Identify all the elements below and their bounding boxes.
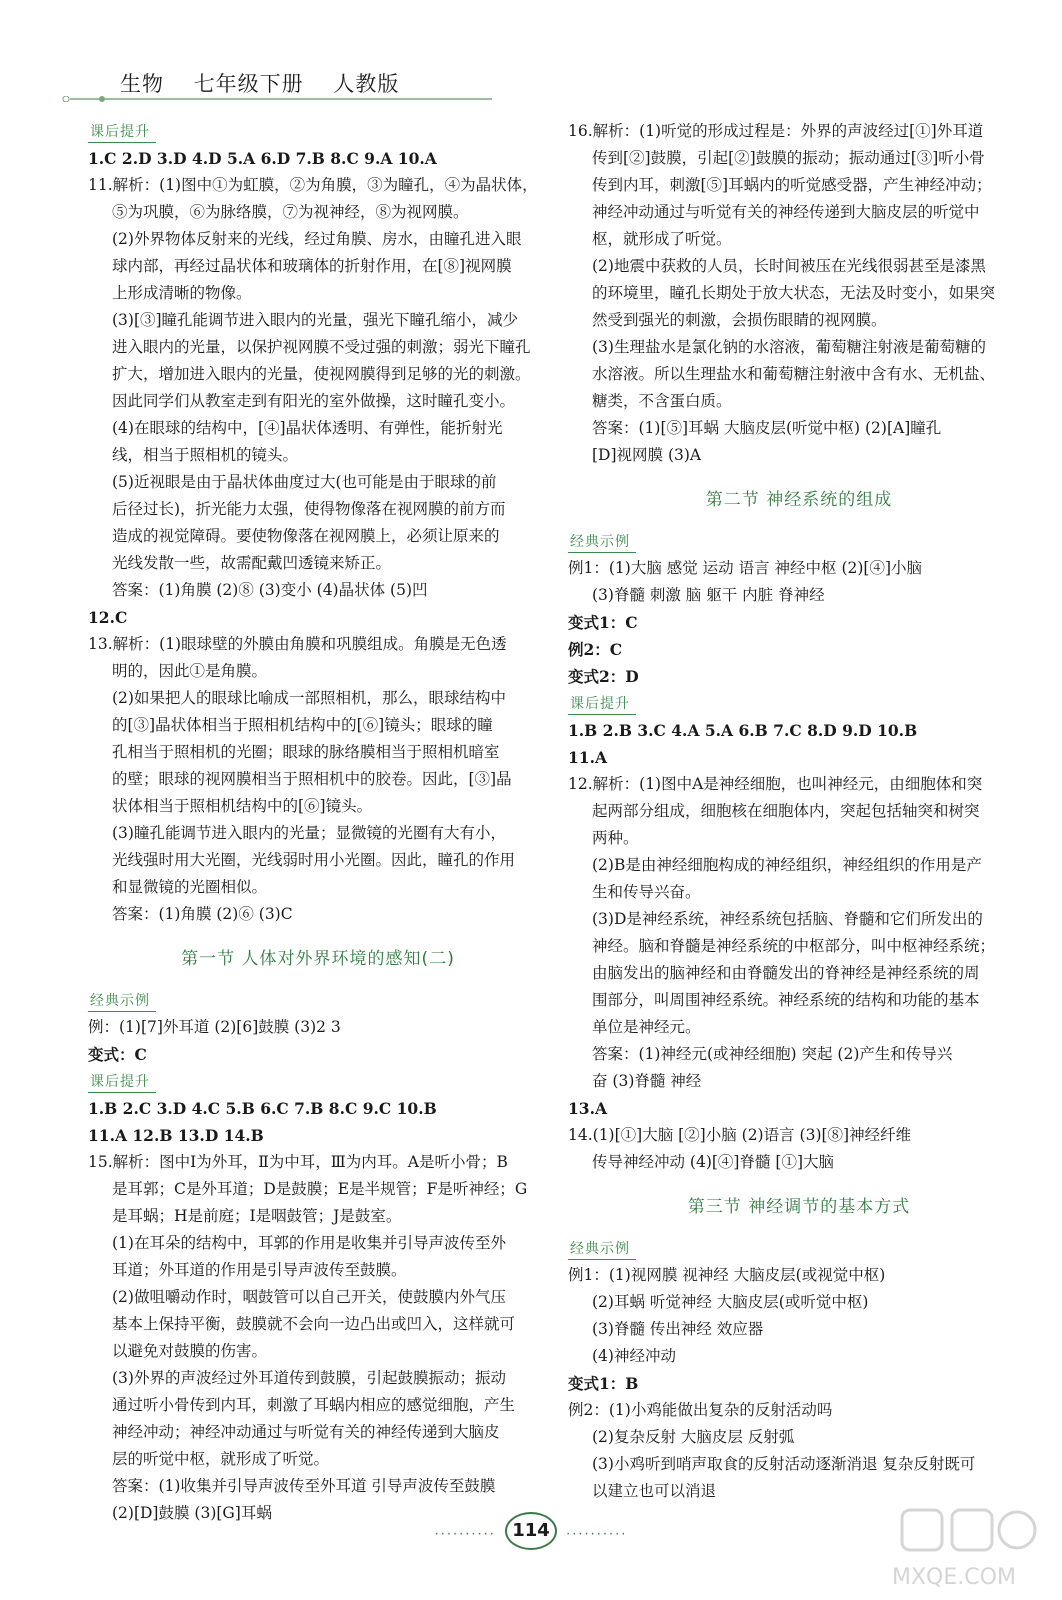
answer-line: (4)神经冲动	[592, 1347, 676, 1365]
answer-line: 答案：(1)角膜 (2)⑥ (3)C	[112, 905, 293, 923]
answer-line: (3)瞳孔能调节进入眼内的光量；显微镜的光圈有大有小，	[112, 824, 506, 842]
answer-line: 光线强时用大光圈，光线弱时用小光圈。因此，瞳孔的作用	[112, 851, 516, 869]
page-header	[120, 68, 421, 98]
tag-row	[88, 118, 548, 145]
answer-line: 神经冲动；神经冲动通过与听觉有关的神经传递到大脑皮	[112, 1423, 500, 1441]
answer-line: 的环境里，瞳孔长期处于放大状态，无法及时变小，如果突	[592, 284, 996, 302]
answer-line: 传到内耳，刺激[⑤]耳蜗内的听觉感受器，产生神经冲动；	[592, 176, 992, 194]
tag-row	[568, 690, 1030, 717]
answer-line: 例2：(1)小鸡能做出复杂的反射活动吗	[568, 1401, 833, 1419]
answer-line: (3)D是神经系统，神经系统包括脑、脊髓和它们所发出的	[592, 910, 983, 928]
answer-line: (2)外界物体反射来的光线，经过角膜、房水，由瞳孔进入眼	[112, 230, 522, 248]
section-tag: 课后提升	[88, 1072, 156, 1093]
answer-line: 两种。	[592, 829, 639, 847]
section-tag: 经典示例	[568, 532, 636, 553]
answer-line: 层的听觉中枢，就形成了听觉。	[112, 1450, 330, 1468]
answer-line: (2)做咀嚼动作时，咽鼓管可以自己开关，使鼓膜内外气压	[112, 1288, 506, 1306]
answer-line: 耳道；外耳道的作用是引导声波传至鼓膜。	[112, 1261, 407, 1279]
answer-line: 枢，就形成了听觉。	[592, 230, 732, 248]
answer-line: (2)地震中获救的人员，长时间被压在光线很弱甚至是漆黑	[592, 257, 986, 275]
answer-line: 例1：(1)视网膜 视神经 大脑皮层(或视觉中枢)	[568, 1266, 886, 1284]
answer-line: 11.A	[568, 748, 607, 767]
answer-line: 传导神经冲动 (4)[④]脊髓 [①]大脑	[592, 1153, 834, 1171]
answer-line: 传到[②]鼓膜，引起[②]鼓膜的振动；振动通过[③]听小骨	[592, 149, 985, 167]
answer-line: 后径过长)，折光能力太强，使得物像落在视网膜的前方而	[112, 500, 506, 518]
tag-row	[568, 528, 1030, 555]
answer-line: 例1：(1)大脑 感觉 运动 语言 神经中枢 (2)[④]小脑	[568, 559, 923, 577]
tag-row	[88, 987, 548, 1014]
answer-line: 答案：(1)收集并引导声波传至外耳道 引导声波传至鼓膜	[112, 1477, 496, 1495]
answer-line: (3)[③]瞳孔能调节进入眼内的光量，强光下瞳孔缩小，减少	[112, 311, 519, 329]
answer-line: 因此同学们从教室走到有阳光的室外做操，这时瞳孔变小。	[112, 392, 516, 410]
answer-line: 水溶液。所以生理盐水和葡萄糖注射液中含有水、无机盐、	[592, 365, 996, 383]
section-heading: 第三节 神经调节的基本方式	[687, 1197, 911, 1217]
answer-line: 是耳蜗；H是前庭；I是咽鼓管；J是鼓室。	[112, 1207, 402, 1225]
section-tag: 课后提升	[88, 122, 156, 143]
answer-line: 是耳郭；C是外耳道；D是鼓膜；E是半规管；F是听神经；G	[112, 1180, 528, 1198]
tag-row	[88, 1068, 548, 1095]
answer-line: 生和传导兴奋。	[592, 883, 701, 901]
answer-line: (2)如果把人的眼球比喻成一部照相机，那么，眼球结构中	[112, 689, 506, 707]
answer-line: (3)脊髓 刺激 脑 躯干 内脏 脊神经	[592, 586, 825, 604]
answer-line: 球内部，再经过晶状体和玻璃体的折射作用，在[⑧]视网膜	[112, 257, 512, 275]
answer-line: 和显微镜的光圈相似。	[112, 878, 268, 896]
answer-line: 造成的视觉障碍。要使物像落在视网膜上，必须让原来的	[112, 527, 500, 545]
answer-line: 1.C 2.D 3.D 4.D 5.A 6.D 7.B 8.C 9.A 10.A	[88, 149, 437, 168]
header-rule	[62, 96, 492, 102]
answer-line: (2)B是由神经细胞构成的神经组织，神经组织的作用是产	[592, 856, 982, 874]
answer-line: 14.(1)[①]大脑 [②]小脑 (2)语言 (3)[⑧]神经纤维	[568, 1126, 912, 1144]
answer-line: (3)外界的声波经过外耳道传到鼓膜，引起鼓膜振动；振动	[112, 1369, 506, 1387]
answer-line: 12.解析：(1)图中A是神经细胞，也叫神经元，由细胞体和突	[568, 775, 983, 793]
watermark-logo	[832, 1506, 1042, 1592]
answer-line: 例：(1)[7]外耳道 (2)[6]鼓膜 (3)2 3	[88, 1018, 341, 1036]
header-grade: 七年级下册	[193, 72, 304, 96]
answer-line: 奋 (3)脊髓 神经	[592, 1072, 702, 1090]
answer-line: (3)脊髓 传出神经 效应器	[592, 1320, 764, 1338]
section-tag: 经典示例	[88, 991, 156, 1012]
answer-line: [D]视网膜 (3)A	[592, 446, 702, 464]
answer-line: 13.A	[568, 1099, 607, 1118]
answer-line: 变式1：B	[568, 1374, 639, 1393]
answer-line: 答案：(1)[⑤]耳蜗 大脑皮层(听觉中枢) (2)[A]瞳孔	[592, 419, 942, 437]
answer-line: (4)在眼球的结构中，[④]晶状体透明、有弹性，能折射光	[112, 419, 503, 437]
answer-line: 孔相当于照相机的光圈；眼球的脉络膜相当于照相机暗室	[112, 743, 500, 761]
section-heading: 第一节 人体对外界环境的感知(二)	[181, 949, 455, 969]
section-tag: 课后提升	[568, 694, 636, 715]
answer-line: (3)小鸡听到哨声取食的反射活动逐渐消退 复杂反射既可	[592, 1455, 976, 1473]
answer-line: 12.C	[88, 608, 128, 627]
section-tag: 经典示例	[568, 1239, 636, 1260]
answer-line: (2)[D]鼓膜 (3)[G]耳蜗	[112, 1504, 272, 1522]
answer-line: 以建立也可以消退	[592, 1482, 717, 1500]
answer-line: (2)耳蜗 听觉神经 大脑皮层(或听觉中枢)	[592, 1293, 869, 1311]
answer-line: 线，相当于照相机的镜头。	[112, 446, 299, 464]
answer-line: 15.解析：图中Ⅰ为外耳，Ⅱ为中耳，Ⅲ为内耳。A是听小骨；B	[88, 1153, 508, 1171]
page-dots-right: ..........	[566, 1523, 628, 1539]
answer-line: 糖类，不含蛋白质。	[592, 392, 732, 410]
answer-line: 进入眼内的光量，以保护视网膜不受过强的刺激；弱光下瞳孔	[112, 338, 531, 356]
answer-line: 变式：C	[88, 1045, 147, 1064]
answer-line: 1.B 2.B 3.C 4.A 5.A 6.B 7.C 8.D 9.D 10.B	[568, 721, 918, 740]
answer-line: 扩大，增加进入眼内的光量，使视网膜得到足够的光的刺激。	[112, 365, 531, 383]
left-column	[88, 118, 548, 1527]
answer-line: 13.解析：(1)眼球壁的外膜由角膜和巩膜组成。角膜是无色透	[88, 635, 507, 653]
answer-line: 围部分，叫周围神经系统。神经系统的结构和功能的基本	[592, 991, 980, 1009]
answer-line: 答案：(1)神经元(或神经细胞) 突起 (2)产生和传导兴	[592, 1045, 953, 1063]
answer-line: (5)近视眼是由于晶状体曲度过大(也可能是由于眼球的前	[112, 473, 497, 491]
page-dots-left: ..........	[434, 1523, 496, 1539]
answer-line: 光线发散一些，故需配戴凹透镜来矫正。	[112, 554, 392, 572]
answer-line: (3)生理盐水是氯化钠的水溶液，葡萄糖注射液是葡萄糖的	[592, 338, 986, 356]
header-edition: 人教版	[333, 72, 400, 96]
answer-line: 变式1：C	[568, 613, 638, 632]
answer-line: (2)复杂反射 大脑皮层 反射弧	[592, 1428, 795, 1446]
answer-line: 通过听小骨传到内耳，刺激了耳蜗内相应的感觉细胞，产生	[112, 1396, 516, 1414]
answer-line: 变式2：D	[568, 667, 639, 686]
answer-line: 然受到强光的刺激，会损伤眼睛的视网膜。	[592, 311, 887, 329]
answer-line: 例2：C	[568, 640, 623, 659]
answer-line: 以避免对鼓膜的伤害。	[112, 1342, 268, 1360]
answer-line: 明的，因此①是角膜。	[112, 662, 268, 680]
answer-line: 神经。脑和脊髓是神经系统的中枢部分，叫中枢神经系统；	[592, 937, 996, 955]
answer-line: 的[③]晶状体相当于照相机结构中的[⑥]镜头；眼球的瞳	[112, 716, 493, 734]
right-column	[568, 118, 1030, 1505]
watermark-text: MXQE.COM	[892, 1565, 1016, 1590]
answer-line: 上形成清晰的物像。	[112, 284, 252, 302]
answer-line: 11.A 12.B 13.D 14.B	[88, 1126, 264, 1145]
section-heading: 第二节 神经系统的组成	[705, 490, 893, 510]
answer-line: 16.解析：(1)听觉的形成过程是：外界的声波经过[①]外耳道	[568, 122, 984, 140]
answer-line: 1.B 2.C 3.D 4.C 5.B 6.C 7.B 8.C 9.C 10.B	[88, 1099, 437, 1118]
header-subject: 生物	[120, 72, 164, 96]
tag-row	[568, 1235, 1030, 1262]
answer-line: 基本上保持平衡，鼓膜就不会向一边凸出或凹入，这样就可	[112, 1315, 516, 1333]
answer-line: 神经冲动通过与听觉有关的神经传递到大脑皮层的听觉中	[592, 203, 980, 221]
page-number-badge: 114	[505, 1512, 557, 1550]
answer-line: 状体相当于照相机结构中的[⑥]镜头。	[112, 797, 373, 815]
answer-line: 答案：(1)角膜 (2)⑧ (3)变小 (4)晶状体 (5)凹	[112, 581, 428, 599]
answer-line: ⑤为巩膜，⑥为脉络膜，⑦为视神经，⑧为视网膜。	[112, 203, 469, 221]
answer-line: 由脑发出的脑神经和由脊髓发出的脊神经是神经系统的周	[592, 964, 980, 982]
answer-line: (1)在耳朵的结构中，耳郭的作用是收集并引导声波传至外	[112, 1234, 506, 1252]
answer-line: 单位是神经元。	[592, 1018, 701, 1036]
answer-line: 起两部分组成，细胞核在细胞体内，突起包括轴突和树突	[592, 802, 980, 820]
answer-line: 的壁；眼球的视网膜相当于照相机中的胶卷。因此，[③]晶	[112, 770, 512, 788]
answer-line: 11.解析：(1)图中①为虹膜，②为角膜，③为瞳孔，④为晶状体，	[88, 176, 538, 194]
